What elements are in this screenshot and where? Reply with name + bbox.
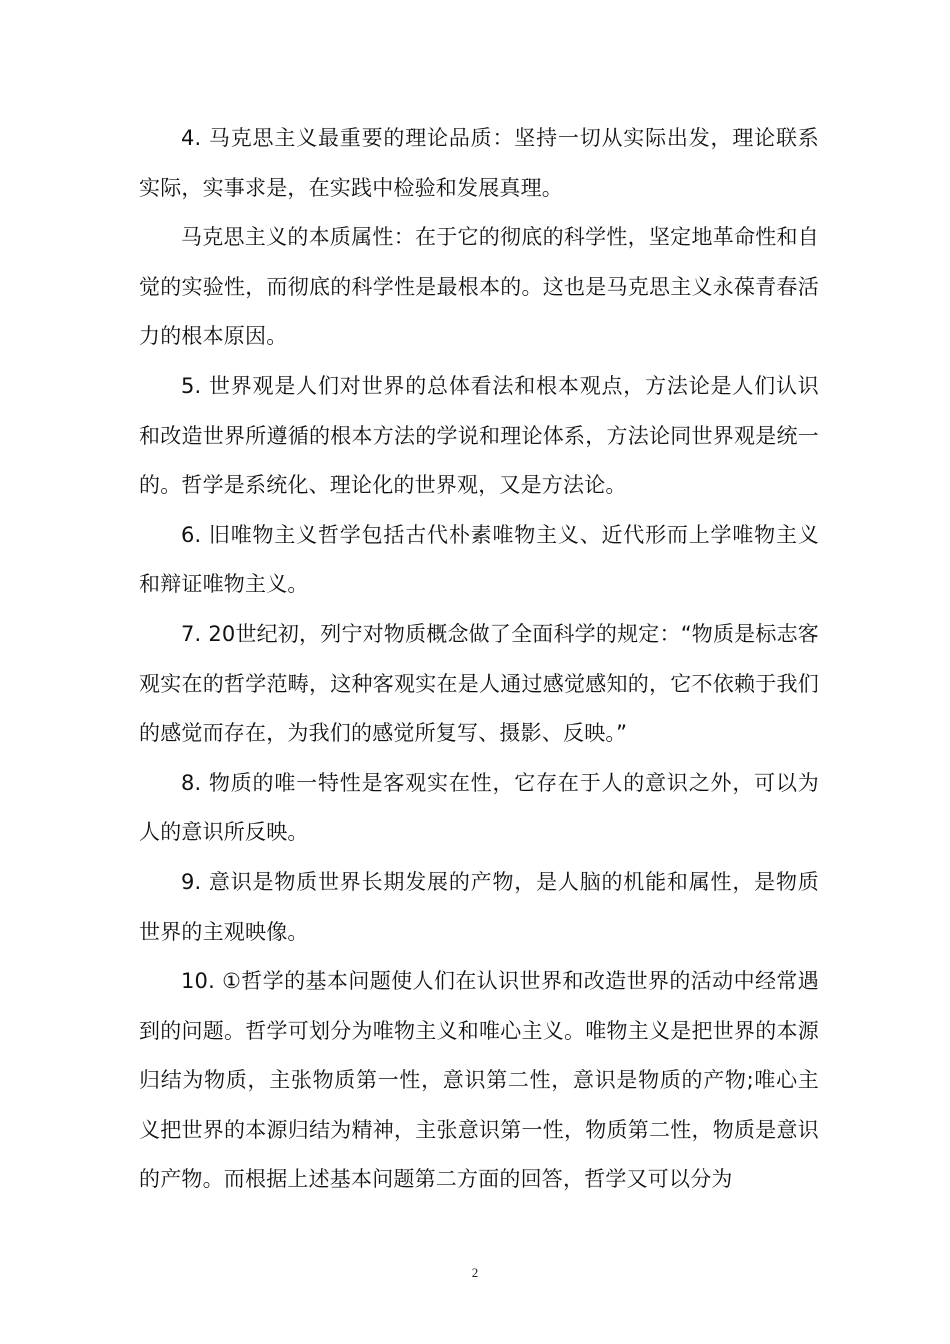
paragraph-essence: 马克思主义的本质属性：在于它的彻底的科学性，坚定地革命性和自觉的实验性，而彻底的科学性是最根本的。这也是马克思主义永葆青春活力的根本原因。 — [139, 225, 819, 349]
paragraph-10: 10. ①哲学的基本问题使人们在认识世界和改造世界的活动中经常遇到的问题。哲学可划分为唯物主义和唯心主义。唯物主义是把世界的本源归结为物质，主张物质第一性，意识第二性，意识是物质的产物;唯心主义把世界的本源归结为精神，主张意识第一性，物质第二性，物质是意识的产物。而根据上述基本问题第二方面的回答，哲学又可以分为 — [139, 969, 819, 1192]
document-body — [139, 114, 819, 1205]
paragraph-9: 9. 意识是物质世界长期发展的产物，是人脑的机能和属性，是物质世界的主观映像。 — [139, 869, 819, 944]
paragraph-5: 5. 世界观是人们对世界的总体看法和根本观点，方法论是人们认识和改造世界所遵循的根本方法的学说和理论体系，方法论同世界观是统一的。哲学是系统化、理论化的世界观，又是方法论。 — [139, 373, 819, 498]
paragraph-8: 8. 物质的唯一特性是客观实在性，它存在于人的意识之外，可以为人的意识所反映。 — [139, 770, 819, 845]
paragraph-6: 6. 旧唯物主义哲学包括古代朴素唯物主义、近代形而上学唯物主义和辩证唯物主义。 — [139, 522, 819, 597]
paragraph-4: 4. 马克思主义最重要的理论品质：坚持一切从实际出发，理论联系实际，实事求是，在实践中检验和发展真理。 — [139, 126, 819, 200]
page-number: 2 — [471, 1265, 479, 1280]
paragraph-7: 7. 20世纪初，列宁对物质概念做了全面科学的规定：“物质是标志客观实在的哲学范畴，这种客观实在是人通过感觉感知的，它不依赖于我们的感觉而存在，为我们的感觉所复写、摄影、反映。” — [139, 621, 819, 746]
